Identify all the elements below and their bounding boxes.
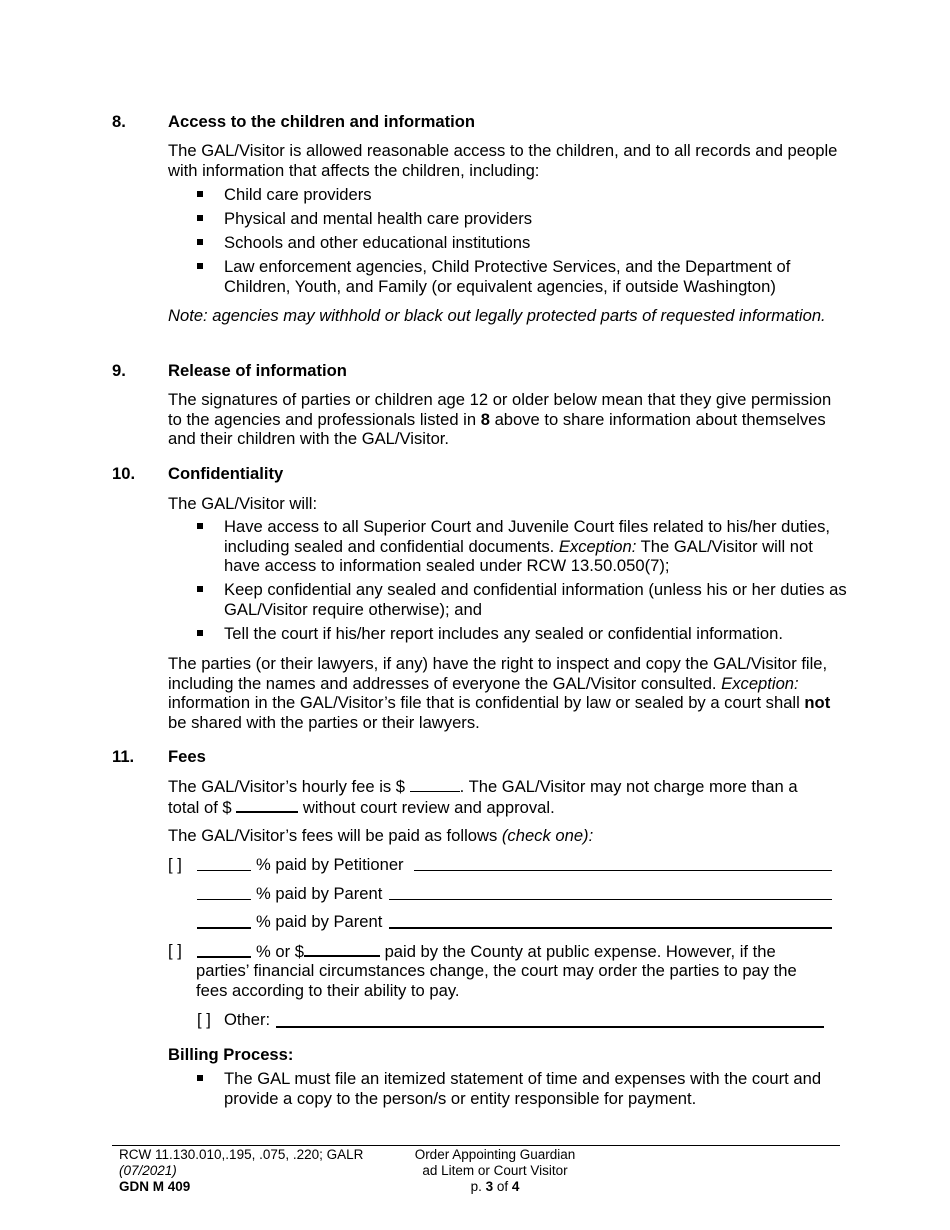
footer-title-2: ad Litem or Court Visitor — [422, 1163, 568, 1178]
payment-method-line: The GAL/Visitor’s fees will be paid as follows (check one): — [168, 826, 594, 845]
total-fee-line: total of $ without court review and approval. — [168, 798, 555, 817]
footer-date: (07/2021) — [119, 1163, 177, 1178]
section-10-list — [168, 517, 848, 648]
section-10-number: 10. — [112, 464, 136, 483]
section-10-intro: The GAL/Visitor will: — [168, 494, 318, 513]
list-item: The GAL must file an itemized statement of time and expenses with the court and provide a copy to the person/s or entity responsible for payment. — [168, 1069, 848, 1108]
footer-page-number: p. 3 of 4 — [470, 1179, 520, 1194]
other-field[interactable] — [276, 1026, 824, 1028]
parent2-label: % paid by Parent — [256, 912, 383, 931]
parent1-label: % paid by Parent — [256, 884, 383, 903]
section-9-number: 9. — [112, 361, 126, 380]
petitioner-percent-field[interactable] — [197, 870, 251, 871]
parent1-name-field[interactable] — [389, 899, 832, 900]
checkbox-other[interactable]: [ ] — [197, 1010, 211, 1029]
list-item: Physical and mental health care providers — [168, 209, 848, 229]
parent1-percent-field[interactable] — [197, 899, 251, 900]
footer-title-1: Order Appointing Guardian — [414, 1147, 576, 1162]
section-8-intro: The GAL/Visitor is allowed reasonable access to the children, and to all records and people with information that affects the children, including: — [168, 141, 838, 180]
billing-process-title: Billing Process: — [168, 1045, 294, 1064]
parent2-name-field[interactable] — [389, 927, 832, 929]
section-11-title: Fees — [168, 747, 206, 766]
county-line-2: parties’ financial circumstances change, the court may order the parties to pay the — [196, 961, 797, 980]
total-fee-field[interactable] — [236, 797, 298, 813]
list-item: Tell the court if his/her report includes any sealed or confidential information. — [168, 624, 848, 644]
county-line-3: fees according to their ability to pay. — [196, 981, 460, 1000]
county-amount-field[interactable] — [304, 941, 380, 957]
hourly-fee-field[interactable] — [410, 777, 460, 792]
section-10-paragraph: The parties (or their lawyers, if any) have the right to inspect and copy the GAL/Visitor file, including the names and addresses of everyone the GAL/Visitor consulted. Exception: information in the GAL/Visitor’s file that is confidential by law or sealed by a court shall not be shared with the parties or their lawyers. — [168, 654, 831, 732]
section-8-note: Note: agencies may withhold or black out legally protected parts of requested information. — [168, 306, 826, 325]
footer-center — [395, 1147, 595, 1195]
list-item: Have access to all Superior Court and Juvenile Court files related to his/her duties, including sealed and confidential documents. Exception: The GAL/Visitor will not have access to information sealed under RCW 13.50.050(7); — [168, 517, 848, 576]
county-line: % or $ paid by the County at public expense. However, if the — [256, 942, 776, 961]
footer-divider — [112, 1145, 840, 1146]
billing-list — [168, 1069, 848, 1113]
footer-form-number: GDN M 409 — [119, 1179, 191, 1194]
parent2-percent-field[interactable] — [197, 927, 251, 929]
list-item: Keep confidential any sealed and confidential information (unless his or her duties as GAL/Visitor require otherwise); and — [168, 580, 848, 619]
section-11-number: 11. — [112, 747, 135, 766]
section-8-title: Access to the children and information — [168, 112, 476, 131]
section-8-list — [168, 185, 848, 301]
list-item: Law enforcement agencies, Child Protective Services, and the Department of Children, Youth, and Family (or equivalent agencies, if outside Washington) — [168, 257, 848, 296]
petitioner-label: % paid by Petitioner — [256, 855, 404, 874]
section-10-title: Confidentiality — [168, 464, 284, 483]
checkbox-split-payment[interactable]: [ ] — [168, 855, 182, 874]
county-percent-field[interactable] — [197, 956, 251, 958]
list-item: Schools and other educational institutions — [168, 233, 848, 253]
other-label: Other: — [224, 1010, 271, 1029]
checkbox-county-payment[interactable]: [ ] — [168, 941, 182, 960]
hourly-fee-line: The GAL/Visitor’s hourly fee is $ . The GAL/Visitor may not charge more than a — [168, 777, 798, 796]
section-9-title: Release of information — [168, 361, 347, 380]
footer-rcw: RCW 11.130.010,.195, .075, .220; GALR — [119, 1147, 364, 1162]
list-item: Child care providers — [168, 185, 848, 205]
section-9-text: The signatures of parties or children age 12 or older below mean that they give permission to the agencies and professionals listed in 8 above to share information about themselves and their children with the GAL/Visitor. — [168, 390, 832, 448]
footer-left — [119, 1147, 363, 1195]
petitioner-name-field[interactable] — [414, 870, 832, 871]
section-8-number: 8. — [112, 112, 126, 131]
